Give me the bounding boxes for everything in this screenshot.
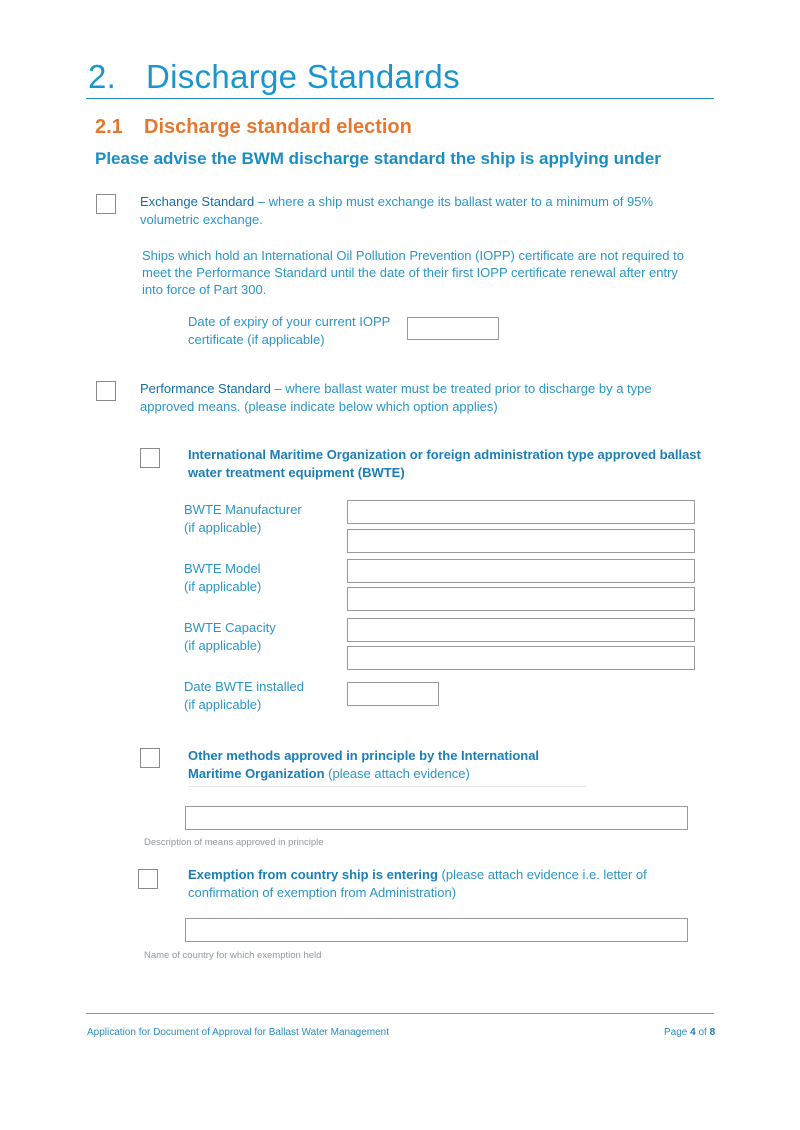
bwte-manufacturer-label-note: (if applicable) [184,520,262,535]
bwte-manufacturer-label-main: BWTE Manufacturer [184,502,302,517]
page-total: 8 [709,1027,716,1038]
iopp-expiry-field[interactable] [407,317,499,340]
section-number: 2. [88,58,117,95]
page-label: Page [664,1027,688,1038]
subsection-number: 2.1 [95,116,123,138]
bwte-manufacturer-label [184,501,302,537]
bwte-installed-label-note: (if applicable) [184,697,262,712]
other-methods-suffix: (please attach evidence) [324,766,470,781]
page-of-label: of [698,1027,707,1038]
other-methods-caption: Description of means approved in principle [144,837,324,848]
section-title: Discharge Standards [146,58,460,95]
bwte-capacity-label-main: BWTE Capacity [184,620,276,635]
imo-bwte-checkbox[interactable] [140,448,160,468]
exemption-caption: Name of country for which exemption held [144,950,322,961]
exemption-title: Exemption from country ship is entering [188,867,438,882]
imo-bwte-option-label: International Maritime Organization or foreign administration type approved ballast water treatment equipment (BWTE) [188,447,701,480]
exchange-standard-desc: – where a ship must exchange its ballast water to a minimum of 95% volumetric exchange. [140,194,654,227]
bwte-capacity-field-2[interactable] [347,646,695,670]
page-indicator [664,1027,715,1038]
exchange-standard-text [140,193,690,229]
other-methods-title-line1: Other methods approved in principle by the International [188,748,540,763]
section-heading [88,58,460,96]
bwte-installed-date-field[interactable] [347,682,439,706]
other-methods-title-line2: Maritime Organization [188,766,325,781]
performance-standard-desc: – where ballast water must be treated prior to discharge by a type approved means. (please indicate below which option applies) [140,381,652,414]
question-heading: Please advise the BWM discharge standard the ship is applying under [95,149,661,168]
iopp-expiry-label: Date of expiry of your current IOPP certificate (if applicable) [188,314,391,347]
page-number: 4 [690,1027,696,1038]
bwte-model-label [184,560,261,596]
bwte-capacity-field-1[interactable] [347,618,695,642]
performance-standard-title: Performance Standard [140,381,271,396]
bwte-capacity-label [184,619,276,655]
bwte-capacity-label-note: (if applicable) [184,638,262,653]
bwte-model-field-2[interactable] [347,587,695,611]
other-methods-checkbox[interactable] [140,748,160,768]
iopp-note: Ships which hold an International Oil Pollution Prevention (IOPP) certificate are not required to meet the Performance Standard until the date of their first IOPP certificate renewal after entry into force of Part 300. [142,248,684,297]
heading-rule [86,98,714,99]
exchange-standard-title: Exchange Standard [140,194,255,209]
exchange-standard-checkbox[interactable] [96,194,116,214]
bwte-model-label-note: (if applicable) [184,579,262,594]
bwte-manufacturer-field-1[interactable] [347,500,695,524]
bwte-model-field-1[interactable] [347,559,695,583]
performance-standard-text [140,380,680,416]
exemption-suffix: (please attach evidence i.e. letter of confirmation of exemption from Administration) [188,867,647,900]
exemption-checkbox[interactable] [138,869,158,889]
footer-title: Application for Document of Approval for Ballast Water Management [87,1027,390,1038]
bwte-installed-label [184,678,304,714]
exemption-text [188,866,668,902]
other-methods-description-field[interactable] [185,806,688,830]
bwte-installed-label-main: Date BWTE installed [184,679,304,694]
other-methods-divider [188,786,586,787]
exemption-country-field[interactable] [185,918,688,942]
bwte-model-label-main: BWTE Model [184,561,261,576]
subsection-heading [95,116,412,139]
bwte-manufacturer-field-2[interactable] [347,529,695,553]
other-methods-text [188,747,608,783]
subsection-title: Discharge standard election [144,116,412,138]
footer-rule [86,1013,714,1014]
performance-standard-checkbox[interactable] [96,381,116,401]
